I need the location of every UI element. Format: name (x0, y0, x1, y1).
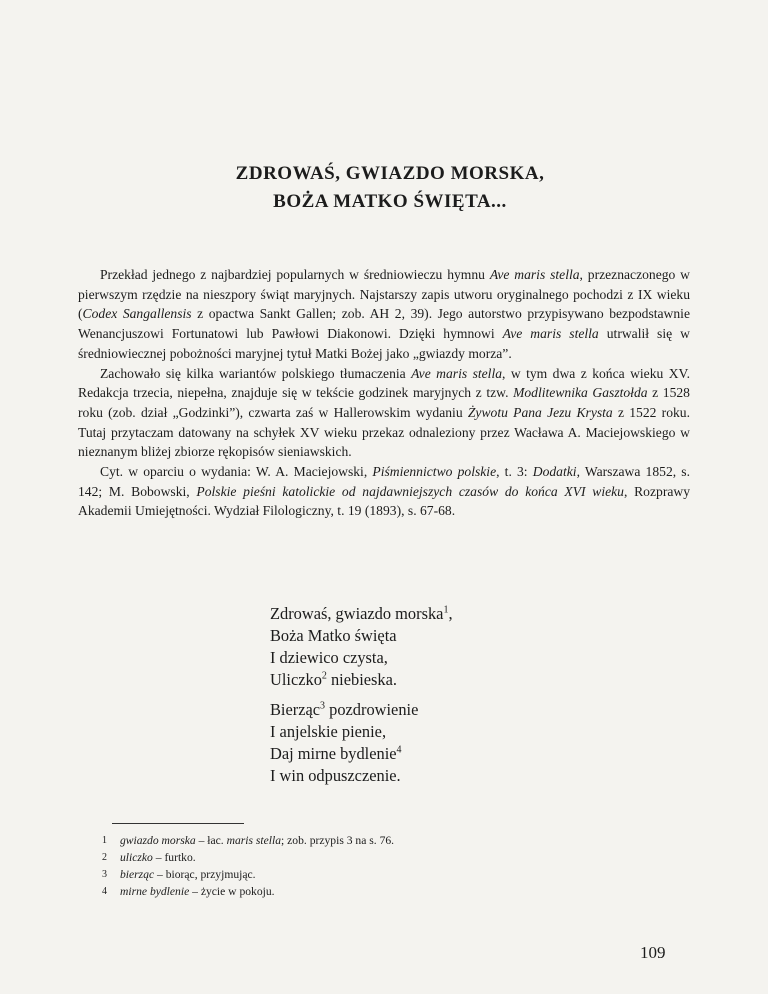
footnote-marker: 1 (443, 604, 449, 616)
poem-line: Boża Matko święta (270, 626, 397, 645)
poem-line: Uliczko$^2$ niebieska. (270, 670, 397, 689)
stanza-1 (270, 603, 453, 691)
footnote-3: 3 bierząc – biorąc, przyjmując. (102, 868, 256, 881)
poem (270, 603, 453, 795)
footnotes (102, 832, 394, 900)
title-line-2: BOŻA MATKO ŚWIĘTA... (273, 191, 507, 212)
poem-line: Zdrowaś, gwiazdo morska$^1$, (270, 604, 453, 623)
footnote-marker: 3 (320, 700, 326, 712)
stanza-2 (270, 699, 453, 787)
footnote-marker: 2 (321, 670, 327, 682)
poem-line: I win odpuszczenie. (270, 766, 401, 785)
poem-line: Bierząc$^3$ pozdrowienie (270, 700, 419, 719)
footnote-1: 1 gwiazdo morska – łac. maris stella; zob. przypis 3 na s. 76. (102, 834, 395, 847)
poem-line: Daj mirne bydlenie$^4$ (270, 744, 402, 763)
intro-paragraph-3: Cyt. w oparciu o wydania: W. A. Maciejowski, Piśmiennictwo polskie, t. 3: Dodatki, Warszawa 1852, s. 142; M. Bobowski, Polskie pieśni katolickie od najdawniejszych czasów do końca XVI wieku, Rozprawy Akademii Umiejętności. Wydział Filologiczny, t. 19 (1893), s. 67-68. (78, 464, 690, 519)
page-number: 109 (640, 943, 666, 962)
title-line-1: ZDROWAŚ, GWIAZDO MORSKA, (235, 163, 545, 184)
poem-line: I anjelskie pienie, (270, 722, 387, 741)
footnote-marker: 4 (396, 744, 402, 756)
intro-paragraph-2: Zachowało się kilka wariantów polskiego tłumaczenia Ave maris stella, w tym dwa z końca wieku XV. Redakcja trzecia, niepełna, znajduje się w tekście godzinek maryjnych z tzw. Modlitewnika Gasztołda z 1528 roku (zob. dział „Godzinki”), czwarta zaś w Hallerowskim wydaniu Żywotu Pana Jezu Krysta z 1522 roku. Tutaj przytaczam datowany na schyłek XV wieku przekaz odnaleziony przez Wacława A. Maciejowskiego w nieznanym bliżej zbiorze rękopisów sieniawskich. (78, 365, 691, 460)
footnote-divider (112, 823, 244, 824)
introduction (78, 265, 690, 521)
intro-paragraph-1: Przekład jednego z najbardziej popularnych w średniowieczu hymnu Ave maris stella, przeznaczonego w pierwszym rzędzie na nieszpory świąt maryjnych. Najstarszy zapis utworu oryginalnego pochodzi z IX wieku (Codex Sangallensis z opactwa Sankt Gallen; zob. AH 2, 39). Jego autorstwo przypisywano bezpodstawnie Wenancjuszowi Fortunatowi lub Pawłowi Diakonowi. Dzięki hymnowi Ave maris stella utrwalił się w średniowiecznej pobożności maryjnej tytuł Matki Bożej jako „gwiazdy morza”. (78, 267, 690, 361)
footnote-4: 4 mirne bydlenie – życie w pokoju. (102, 885, 275, 898)
poem-line: I dziewico czysta, (270, 648, 388, 667)
page-title (60, 160, 720, 216)
footnote-2: 2 uliczko – furtko. (102, 851, 196, 864)
